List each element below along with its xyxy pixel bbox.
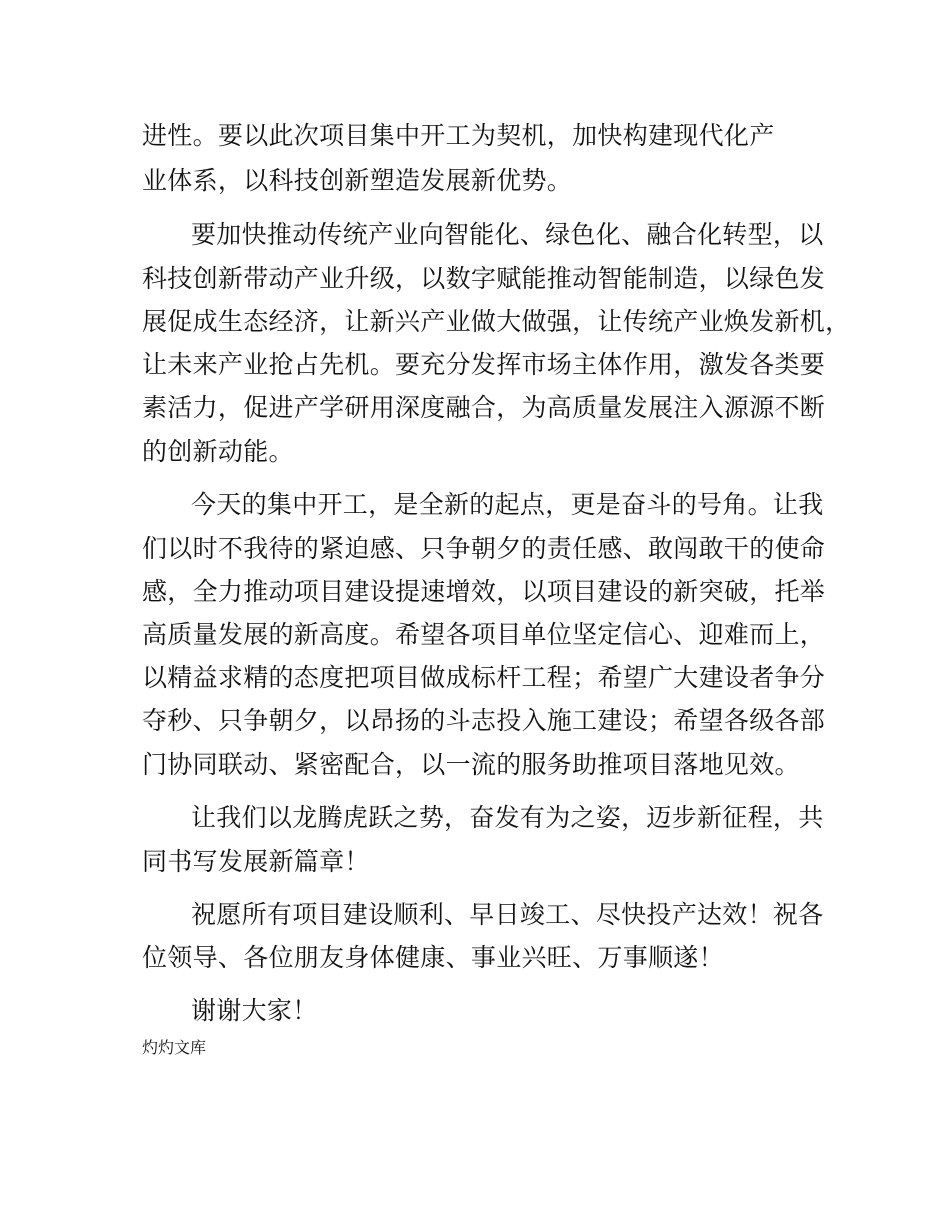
paragraph-1-line-2: 业体系，以科技创新塑造发展新优势。	[142, 166, 573, 195]
footer-source-label: 灼灼文库	[142, 1038, 207, 1057]
paragraph-2-line-1: 要加快推动传统产业向智能化、绿色化、融合化转型，以	[191, 220, 824, 249]
paragraph-2-line-3: 展促成生态经济，让新兴产业做大做强，让传统产业焕发新机，	[142, 307, 851, 336]
paragraph-1-line-1: 进性。要以此次项目集中开工为契机，加快构建现代化产	[142, 121, 775, 150]
paragraph-2-line-5: 素活力，促进产学研用深度融合，为高质量发展注入源源不断	[142, 393, 826, 422]
paragraph-2-line-4: 让未来产业抢占先机。要充分发挥市场主体作用，激发各类要	[142, 350, 826, 379]
paragraph-3-line-4: 高质量发展的新高度。希望各项目单位坚定信心、迎难而上，	[142, 620, 826, 649]
paragraph-3-line-2: 们以时不我待的紧迫感、只争朝夕的责任感、敢闯敢干的使命	[142, 534, 826, 563]
paragraph-4-line-2: 同书写发展新篇章！	[142, 847, 370, 876]
paragraph-2-line-6: 的创新动能。	[142, 437, 294, 466]
paragraph-3-line-7: 门协同联动、紧密配合，以一流的服务助推项目落地见效。	[142, 750, 800, 779]
paragraph-6-line-1: 谢谢大家！	[191, 996, 318, 1025]
paragraph-5-line-1: 祝愿所有项目建设顺利、早日竣工、尽快投产达效！祝各	[191, 900, 824, 929]
paragraph-3-line-5: 以精益求精的态度把项目做成标杆工程；希望广大建设者争分	[142, 663, 826, 692]
paragraph-3-line-6: 夺秒、只争朝夕，以昂扬的斗志投入施工建设；希望各级各部	[142, 706, 826, 735]
paragraph-3-line-1: 今天的集中开工，是全新的起点，更是奋斗的号角。让我	[191, 490, 824, 519]
paragraph-3-line-3: 感，全力推动项目建设提速增效，以项目建设的新突破，托举	[142, 577, 826, 606]
paragraph-5-line-2: 位领导、各位朋友身体健康、事业兴旺、万事顺遂！	[142, 943, 724, 972]
paragraph-4-line-1: 让我们以龙腾虎跃之势，奋发有为之姿，迈步新征程，共	[191, 803, 824, 832]
paragraph-2-line-2: 科技创新带动产业升级，以数字赋能推动智能制造，以绿色发	[142, 264, 826, 293]
